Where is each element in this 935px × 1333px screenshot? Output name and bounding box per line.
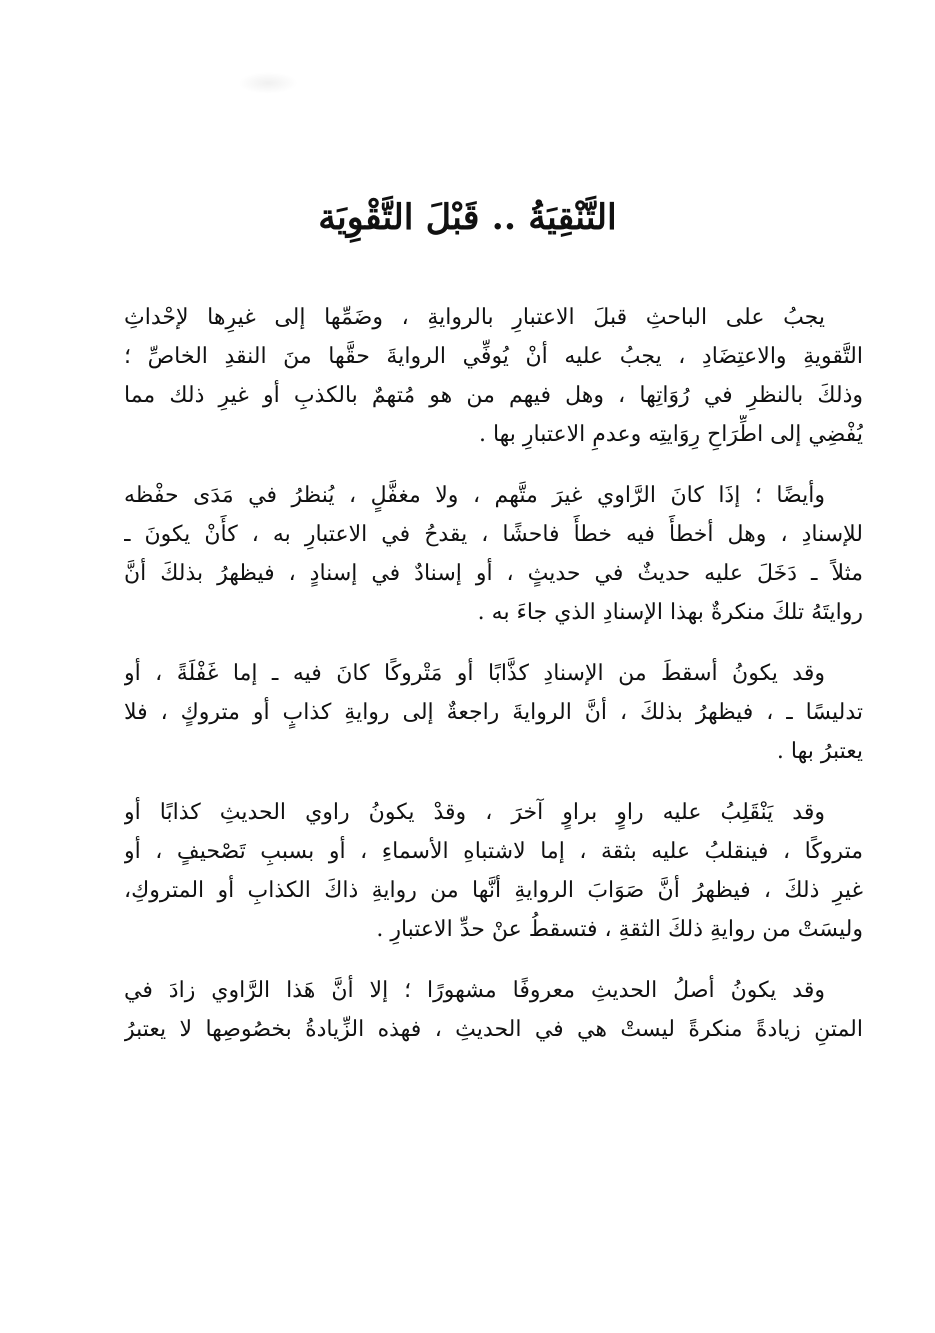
paragraph-5 bbox=[124, 971, 863, 1049]
text-line: يُفْضِي إلى اطِّرَاحِ رِوَايتِه وعدمِ الاعتبارِ بها . bbox=[478, 422, 863, 447]
text-line: تدليسًا ـ ، فيظهرُ بذلكَ ، أنَّ الروايةَ راجعةٌ إلى روايةِ كذابٍ أو متروكٍ ، فلا bbox=[124, 700, 863, 725]
chapter-title: التَّنْقِيَةُ .. قَبْلَ التَّقْوِيَة bbox=[318, 197, 617, 238]
text-line: للإسنادِ ، وهل أخطأَ فيه خطأً فاحشًا ، يقدحُ في الاعتبارِ به ، كأَنْ يكونَ ـ bbox=[124, 522, 863, 547]
text-line: يجبُ على الباحثِ قبلَ الاعتبارِ بالروايةِ ، وضَمِّها إلى غيرِها لإحْداثِ bbox=[124, 305, 825, 330]
text-line: وأيضًا ؛ إذَا كانَ الرَّاوي غيرَ متَّهم ، ولا مغفَّلٍ ، يُنظرُ في مَدَى حفْظه bbox=[124, 483, 825, 508]
text-line: متروكًا ، فينقلبُ عليه بثقة ، إما لاشتباهِ الأسماءِ ، أو بسببِ تَصْحيفٍ ، أو bbox=[124, 839, 863, 864]
text-line: وليسَتْ من روايةِ ذلكَ الثقةِ ، فتسقطُ عنْ حدِّ الاعتبارِ . bbox=[376, 917, 863, 942]
text-line: وقد يَنْقَلِبُ عليه راوٍ براوٍ آخرَ ، وقدْ يكونُ راوي الحديثِ كذابًا أو bbox=[124, 800, 825, 825]
text-line: وقد يكونُ أسقطَ من الإسنادِ كذَّابًا أو مَتْروكًا كانَ فيه ـ إما غَفْلَةً ، أو bbox=[124, 661, 825, 686]
text-line: غيرِ ذلكَ ، فيظهرُ أنَّ صَوَابَ الروايةِ أنَّها من روايةِ ذاكَ الكذابِ أو المتروكِ، bbox=[124, 878, 863, 903]
text-line: المتنِ زيادةً منكرةً ليستْ هي في الحديثِ ، فهذه الزِّيادةُ بخصُوصِها لا يعتبرُ bbox=[124, 1017, 863, 1042]
paragraph-2 bbox=[124, 476, 863, 632]
text-line: وذلكَ بالنظرِ في رُوَاتِها ، وهل فيهم من هو مُتهمٌ بالكذبِ أو غيرِ ذلك مما bbox=[124, 383, 863, 408]
body-text bbox=[124, 298, 863, 1071]
text-line: مثلاً ـ دَخَلَ عليه حديثٌ في حديثٍ ، أو إسنادٌ في إسنادٍ ، فيظهرُ بذلكَ أنَّ bbox=[124, 561, 863, 586]
text-line: يعتبرُ بها . bbox=[776, 739, 863, 764]
text-line: التَّقويةِ والاعتِضَادِ ، يجبُ عليه أنْ يُوفِّي الروايةَ حقَّها منَ النقدِ الخاصِّ ؛ bbox=[124, 344, 863, 369]
paragraph-4 bbox=[124, 793, 863, 949]
text-line: روايتَهُ تلكَ منكرةٌ بهذا الإسنادِ الذي جاءَ به . bbox=[477, 600, 863, 625]
paragraph-1 bbox=[124, 298, 863, 454]
scan-smudge bbox=[238, 72, 298, 94]
text-line: وقد يكونُ أصلُ الحديثِ معروفًا مشهورًا ؛ إلا أنَّ هَذا الرَّاوي زادَ في bbox=[124, 978, 825, 1003]
paragraph-3 bbox=[124, 654, 863, 771]
